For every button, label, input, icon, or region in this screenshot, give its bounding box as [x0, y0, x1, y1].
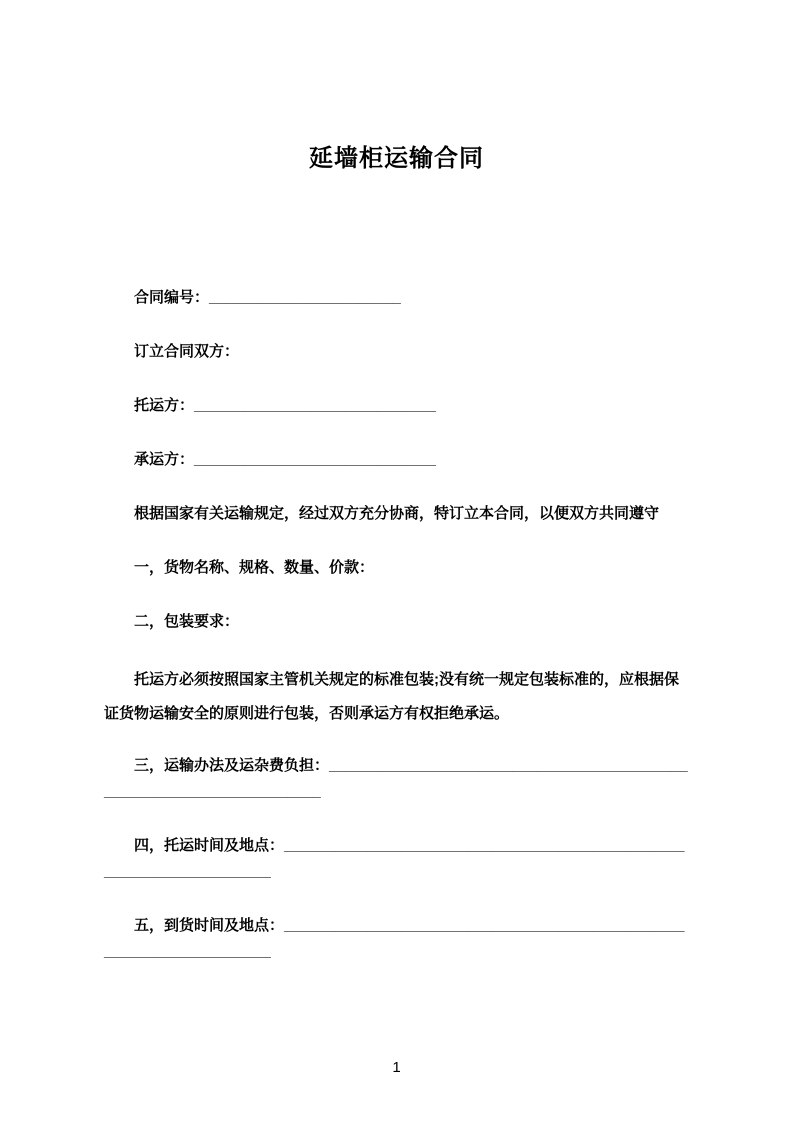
clause-1-goods-line: 一，货物名称、规格、数量、价款： [134, 559, 375, 576]
shipper-line: 托运方：_____________________________ [134, 397, 436, 414]
parties-intro-line: 订立合同双方： [134, 343, 240, 360]
clause-2-packaging-line: 二，包装要求： [134, 613, 240, 630]
document-title: 延墙柜运输合同 [309, 145, 484, 172]
page-number: 1 [392, 1059, 401, 1076]
clause-3-transport-method-line: 三，运输办法及运杂费负担：_____________________________________________________________________ [104, 757, 688, 800]
carrier-line: 承运方：_____________________________ [134, 451, 436, 468]
clause-5-arrival-time-place-line: 五，到货时间及地点：____________________________________________________________________ [104, 917, 685, 960]
packaging-requirements-paragraph: 托运方必须按照国家主管机关规定的标准包装;没有统一规定包装标准的，应根据保证货物运输安全的原则进行包装，否则承运方有权拒绝承运。 [104, 671, 679, 722]
clause-4-consignment-time-place-line: 四，托运时间及地点：____________________________________________________________________ [104, 837, 685, 880]
preamble-paragraph: 根据国家有关运输规定，经过双方充分协商，特订立本合同，以便双方共同遵守 [134, 505, 660, 522]
document-body [0, 285, 793, 965]
contract-number-line: 合同编号：_______________________ [134, 289, 401, 306]
